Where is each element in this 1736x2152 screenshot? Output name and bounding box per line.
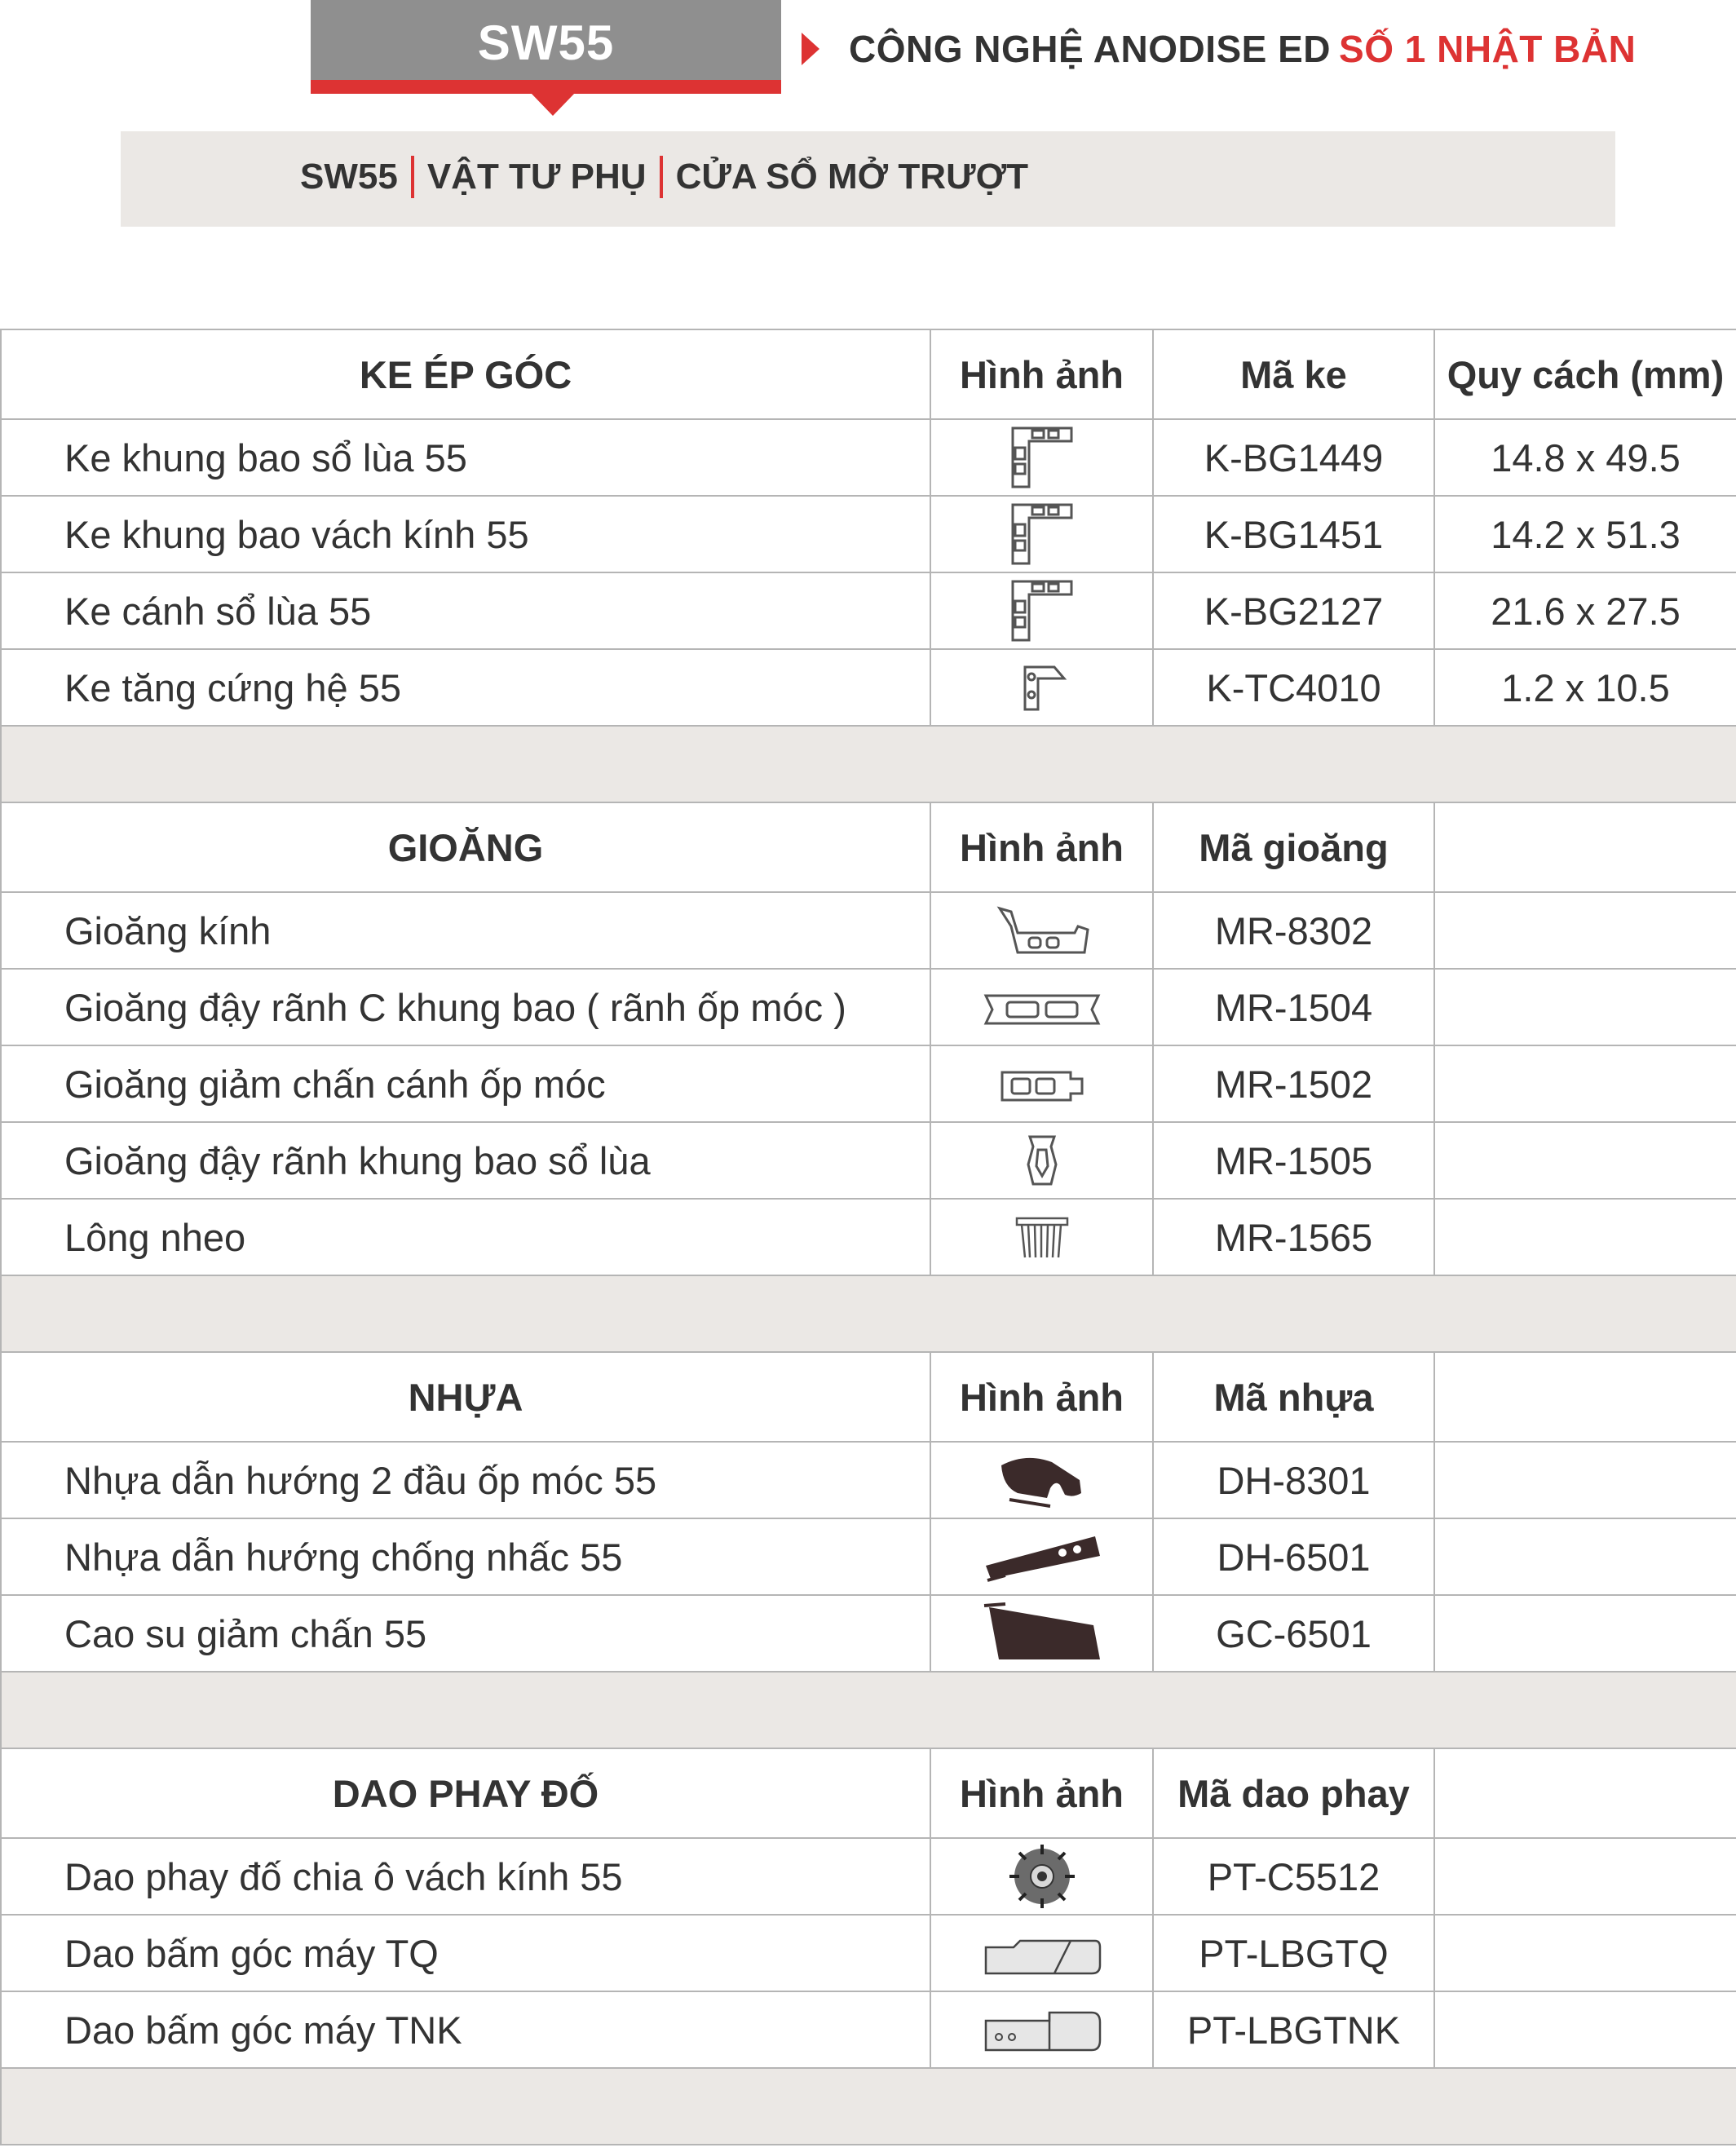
table-row <box>1 892 1736 969</box>
play-triangle-icon <box>802 33 819 65</box>
item-size <box>1434 1122 1736 1199</box>
item-image <box>930 649 1153 726</box>
size-column-header <box>1434 1352 1736 1442</box>
item-size <box>1434 1915 1736 1991</box>
code-column-header: Mã ke <box>1153 329 1434 419</box>
groove-cover-gasket-icon <box>1022 1135 1062 1178</box>
table-row <box>1 419 1736 496</box>
item-code: K-TC4010 <box>1153 649 1434 726</box>
tagline-highlight: SỐ 1 NHẬT BẢN <box>1339 28 1637 70</box>
item-name: Ke tăng cứng hệ 55 <box>1 649 930 726</box>
size-column-header <box>1434 802 1736 892</box>
tab-title: SW55 <box>477 15 615 70</box>
section-spacer <box>1 1275 1736 1352</box>
size-column-header <box>1434 1748 1736 1838</box>
table-row <box>1 1442 1736 1518</box>
item-size <box>1434 892 1736 969</box>
image-column-header: Hình ảnh <box>930 1352 1153 1442</box>
item-name: Dao phay đố chia ô vách kính 55 <box>1 1838 930 1915</box>
item-code: K-BG1451 <box>1153 496 1434 572</box>
accessory-table <box>0 329 1736 2145</box>
table-row <box>1 1915 1736 1991</box>
item-code: DH-8301 <box>1153 1442 1434 1518</box>
milling-cutter-icon <box>1001 1851 1083 1894</box>
size-column-header: Quy cách (mm) <box>1434 329 1736 419</box>
item-name: Gioăng giảm chấn cánh ốp móc <box>1 1045 930 1122</box>
rubber-damper-icon <box>981 1608 1103 1651</box>
item-image <box>930 1518 1153 1595</box>
item-code: PT-C5512 <box>1153 1838 1434 1915</box>
item-image <box>930 1595 1153 1672</box>
item-image <box>930 419 1153 496</box>
item-name: Gioăng đậy rãnh C khung bao ( rãnh ốp móc ) <box>1 969 930 1045</box>
item-image <box>930 1045 1153 1122</box>
item-code: DH-6501 <box>1153 1518 1434 1595</box>
section-spacer <box>1 1672 1736 1748</box>
image-column-header: Hình ảnh <box>930 802 1153 892</box>
breadcrumb <box>300 156 1028 198</box>
item-image <box>930 496 1153 572</box>
item-size <box>1434 1045 1736 1122</box>
item-code: PT-LBGTNK <box>1153 1991 1434 2068</box>
table-row <box>1 649 1736 726</box>
item-name: Dao bấm góc máy TQ <box>1 1915 930 1991</box>
item-code: K-BG1449 <box>1153 419 1434 496</box>
item-image <box>930 572 1153 649</box>
table-row <box>1 1595 1736 1672</box>
section-title: KE ÉP GÓC <box>1 329 930 419</box>
code-column-header: Mã gioăng <box>1153 802 1434 892</box>
table-row <box>1 1045 1736 1122</box>
section-title: DAO PHAY ĐỐ <box>1 1748 930 1838</box>
stiffener-plate-icon <box>1014 662 1071 705</box>
item-code: K-BG2127 <box>1153 572 1434 649</box>
item-size <box>1434 1595 1736 1672</box>
corner-bracket-icon <box>1008 586 1076 629</box>
item-code: MR-1502 <box>1153 1045 1434 1122</box>
breadcrumb-separator <box>660 156 663 198</box>
section-spacer <box>1 2068 1736 2145</box>
item-name: Ke khung bao sổ lùa 55 <box>1 419 930 496</box>
item-code: PT-LBGTQ <box>1153 1915 1434 1991</box>
c-groove-gasket-icon <box>981 985 1103 1028</box>
item-size <box>1434 1199 1736 1275</box>
item-code: MR-8302 <box>1153 892 1434 969</box>
section-title: NHỰA <box>1 1352 930 1442</box>
item-image <box>930 969 1153 1045</box>
section-spacer-row <box>1 2068 1736 2145</box>
tab-underline <box>311 80 781 94</box>
item-image <box>930 1991 1153 2068</box>
plastic-guide-icon <box>993 1455 1091 1498</box>
section-spacer-row <box>1 1672 1736 1748</box>
item-size <box>1434 1442 1736 1518</box>
item-size <box>1434 1518 1736 1595</box>
item-size: 21.6 x 27.5 <box>1434 572 1736 649</box>
item-code: MR-1505 <box>1153 1122 1434 1199</box>
corner-bracket-icon <box>1008 432 1076 475</box>
section-spacer-row <box>1 1275 1736 1352</box>
section-header-row <box>1 1748 1736 1838</box>
section-title: GIOĂNG <box>1 802 930 892</box>
item-code: GC-6501 <box>1153 1595 1434 1672</box>
image-column-header: Hình ảnh <box>930 329 1153 419</box>
table-row <box>1 1518 1736 1595</box>
item-image <box>930 1915 1153 1991</box>
breadcrumb-bar <box>121 131 1615 227</box>
item-size: 14.2 x 51.3 <box>1434 496 1736 572</box>
breadcrumb-item-product: CỬA SỔ MỞ TRƯỢT <box>675 157 1028 197</box>
item-code: MR-1565 <box>1153 1199 1434 1275</box>
item-image <box>930 892 1153 969</box>
item-size: 1.2 x 10.5 <box>1434 649 1736 726</box>
item-name: Ke cánh sổ lùa 55 <box>1 572 930 649</box>
table-row <box>1 1122 1736 1199</box>
breadcrumb-separator <box>411 156 414 198</box>
item-name: Gioăng kính <box>1 892 930 969</box>
table-row <box>1 969 1736 1045</box>
damper-gasket-icon <box>997 1062 1087 1105</box>
glass-gasket-icon <box>993 905 1091 948</box>
code-column-header: Mã nhựa <box>1153 1352 1434 1442</box>
item-name: Cao su giảm chấn 55 <box>1 1595 930 1672</box>
tab-pointer <box>531 93 575 116</box>
anti-lift-guide-icon <box>981 1531 1103 1575</box>
table-row <box>1 1838 1736 1915</box>
item-image <box>930 1199 1153 1275</box>
tagline-main: CÔNG NGHỆ ANODISE ED <box>849 28 1332 70</box>
item-size <box>1434 1991 1736 2068</box>
table-row <box>1 1199 1736 1275</box>
item-name: Gioăng đậy rãnh khung bao sổ lùa <box>1 1122 930 1199</box>
breadcrumb-item-category: VẬT TƯ PHỤ <box>426 157 647 197</box>
item-size <box>1434 1838 1736 1915</box>
corner-blade-icon <box>981 1929 1103 1972</box>
brush-seal-icon <box>1014 1213 1071 1256</box>
table-row <box>1 1991 1736 2068</box>
section-header-row <box>1 329 1736 419</box>
section-spacer <box>1 726 1736 802</box>
code-column-header: Mã dao phay <box>1153 1748 1434 1838</box>
item-name: Nhựa dẫn hướng chống nhấc 55 <box>1 1518 930 1595</box>
item-code: MR-1504 <box>1153 969 1434 1045</box>
item-name: Dao bấm góc máy TNK <box>1 1991 930 2068</box>
item-image <box>930 1122 1153 1199</box>
tagline <box>802 24 1636 73</box>
item-name: Ke khung bao vách kính 55 <box>1 496 930 572</box>
table-row <box>1 496 1736 572</box>
item-image <box>930 1838 1153 1915</box>
image-column-header: Hình ảnh <box>930 1748 1153 1838</box>
item-image <box>930 1442 1153 1518</box>
item-size: 14.8 x 49.5 <box>1434 419 1736 496</box>
item-name: Lông nheo <box>1 1199 930 1275</box>
corner-bracket-icon <box>1008 509 1076 552</box>
item-size <box>1434 969 1736 1045</box>
table-row <box>1 572 1736 649</box>
corner-blade-holes-icon <box>981 2005 1103 2048</box>
section-header-row <box>1 802 1736 892</box>
header-tab <box>311 0 781 80</box>
section-spacer-row <box>1 726 1736 802</box>
breadcrumb-item-series: SW55 <box>300 157 398 197</box>
item-name: Nhựa dẫn hướng 2 đầu ốp móc 55 <box>1 1442 930 1518</box>
section-header-row <box>1 1352 1736 1442</box>
